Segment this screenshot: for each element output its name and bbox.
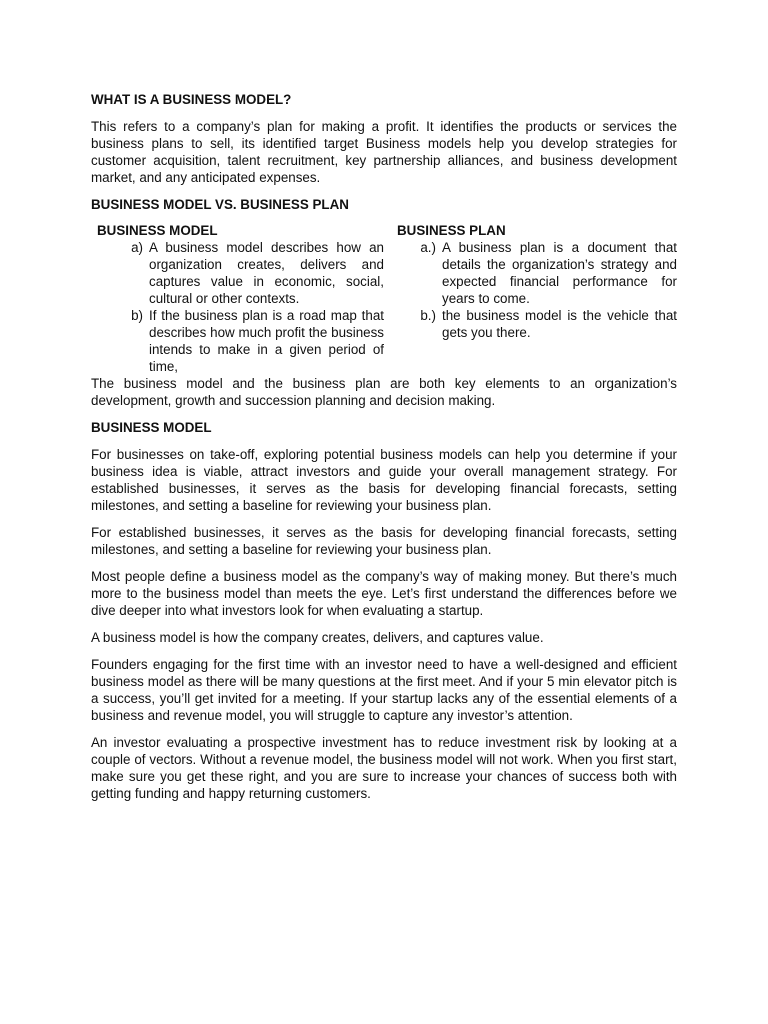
list-item <box>97 307 384 375</box>
list-item-text: A business model describes how an organization creates, delivers and captures value in economic, social, cultural or other contexts. <box>149 240 384 306</box>
heading-what-is-business-model: WHAT IS A BUSINESS MODEL? <box>91 92 292 107</box>
body-paragraph: For businesses on take-off, exploring potential business models can help you determine if your business idea is viable, attract investors and guide your overall management strategy. For established businesses, it serves as the basis for developing financial forecasts, setting milestones, and setting a baseline for reviewing your business plan. <box>91 447 677 513</box>
body-paragraph: A business model is how the company creates, delivers, and captures value. <box>91 630 544 645</box>
heading-model-vs-plan: BUSINESS MODEL VS. BUSINESS PLAN <box>91 197 349 212</box>
list-marker: a.) <box>420 240 436 255</box>
list-marker: a) <box>131 240 143 255</box>
intro-paragraph: This refers to a company’s plan for making a profit. It identifies the products or services the business plans to sell, its identified target Business models help you develop strategies for customer acquisition, talent recruitment, key partnership alliances, and business development market, and any anticipated expenses. <box>91 119 677 185</box>
business-model-column-title: BUSINESS MODEL <box>97 223 218 238</box>
document-page <box>91 91 677 802</box>
list-item-text: the business model is the vehicle that gets you there. <box>442 308 677 340</box>
list-item <box>397 307 677 341</box>
body-paragraph: Founders engaging for the first time with an investor need to have a well-designed and efficient business model as there will be many questions at the first meet. And if your 5 min elevator pitch is a success, you’ll get invited for a meeting. If your startup lacks any of the essential elements of a business and revenue model, you will struggle to capture any investor’s attention. <box>91 657 677 723</box>
list-item <box>97 239 384 307</box>
business-model-column <box>91 222 384 375</box>
body-paragraph: Most people define a business model as the company’s way of making money. But there’s much more to the business model than meets the eye. Let’s first understand the differences before we dive deeper into what investors look for when evaluating a startup. <box>91 569 677 618</box>
list-marker: b) <box>131 308 143 323</box>
business-plan-column <box>397 222 677 375</box>
list-item-text: If the business plan is a road map that describes how much profit the business intends to make in a given period of time, <box>149 308 384 374</box>
comparison-columns <box>91 222 677 375</box>
list-item <box>397 239 677 307</box>
list-item-text: A business plan is a document that details the organization’s strategy and expected financial performance for years to come. <box>442 240 677 306</box>
business-plan-column-title: BUSINESS PLAN <box>397 223 506 238</box>
business-model-list <box>97 239 384 375</box>
comparison-summary-paragraph: The business model and the business plan are both key elements to an organization’s development, growth and succession planning and decision making. <box>91 376 677 408</box>
body-paragraph: An investor evaluating a prospective investment has to reduce investment risk by looking at a couple of vectors. Without a revenue model, the business model will not work. When you first start, make sure you get these right, and you are sure to increase your chances of success both with getting funding and happy returning customers. <box>91 735 677 801</box>
list-marker: b.) <box>420 308 436 323</box>
body-paragraph: For established businesses, it serves as the basis for developing financial forecasts, setting milestones, and setting a baseline for reviewing your business plan. <box>91 525 677 557</box>
business-plan-list <box>397 239 677 341</box>
heading-business-model: BUSINESS MODEL <box>91 420 212 435</box>
